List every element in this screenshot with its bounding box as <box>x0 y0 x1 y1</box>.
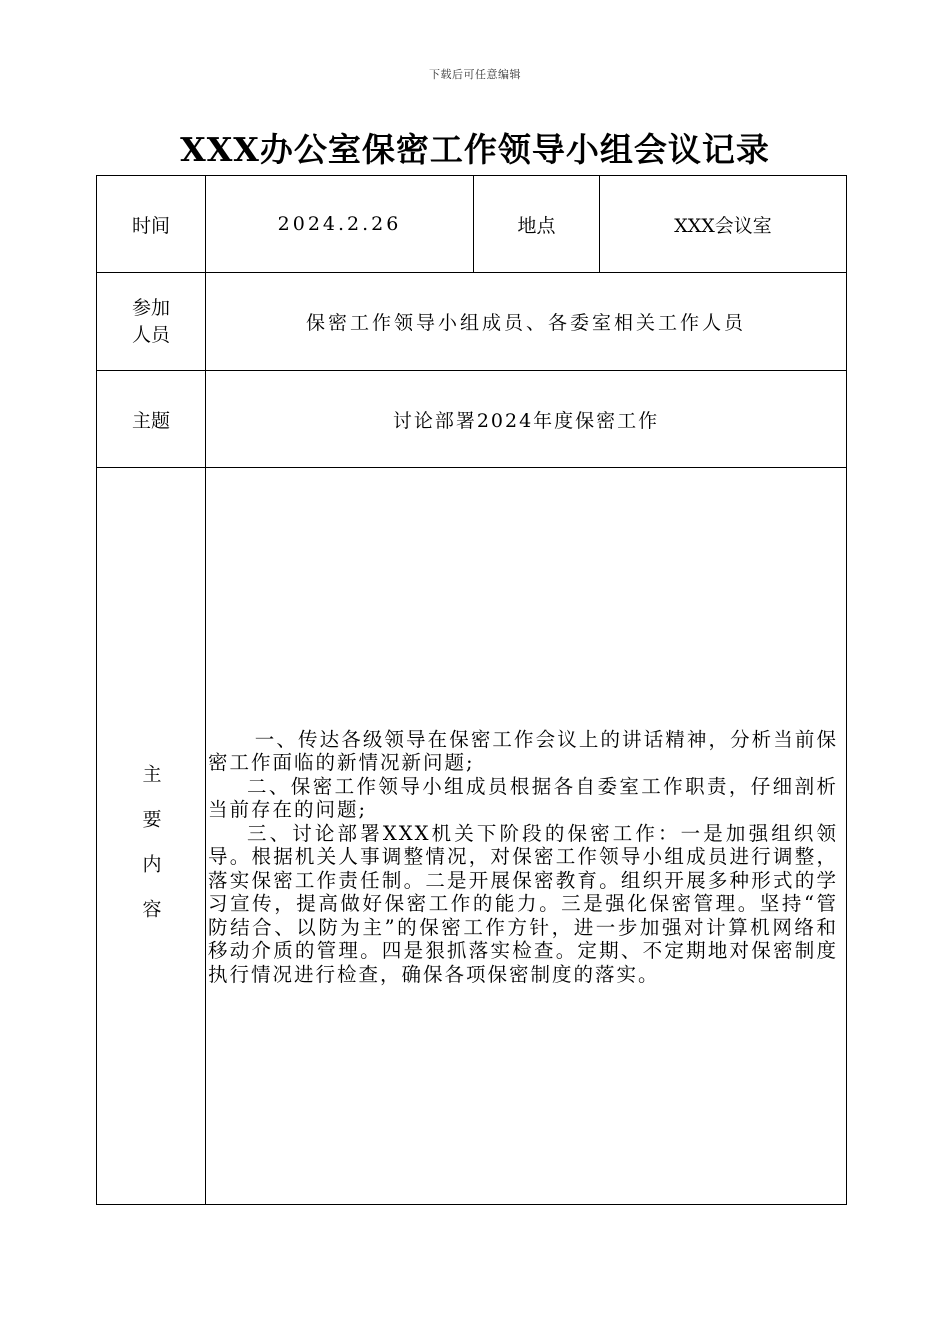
topic-value: 讨论部署2024年度保密工作 <box>392 409 660 432</box>
place-value: XXX会议室 <box>674 214 772 237</box>
topic-value-cell <box>206 371 847 468</box>
participants-label-cell <box>97 273 206 371</box>
content-body-cell <box>206 468 847 1205</box>
place-label: 地点 <box>517 214 556 237</box>
participants-row <box>97 273 847 371</box>
content-row <box>97 468 847 1205</box>
place-label-cell <box>474 176 600 273</box>
participants-value: 保密工作领导小组成员、各委室相关工作人员 <box>305 312 746 334</box>
content-label: 主要内容 <box>139 763 162 944</box>
topic-row <box>97 371 847 468</box>
content-paragraph-3: 三、讨论部署XXX机关下阶段的保密工作：一是加强组织领导。根据机关人事调整情况，对保密工作领导小组成员进行调整，落实保密工作责任制。二是开展保密教育。组织开展多种形式的学习宣传，提高做好保密工作的能力。三是强化保密管理。坚持“管防结合、以防为主”的保密工作方针，进一步加强对计算机网络和移动介质的管理。四是狠抓落实检查。定期、不定期地对保密制度执行情况进行检查，确保各项保密制度的落实。 <box>208 821 838 986</box>
header-note: 下载后可任意编辑 <box>429 68 521 81</box>
time-label-cell <box>97 176 206 273</box>
time-label: 时间 <box>131 214 170 237</box>
content-label-cell <box>97 468 206 1205</box>
topic-label-cell <box>97 371 206 468</box>
place-value-cell <box>600 176 847 273</box>
meeting-record-table <box>96 175 847 1205</box>
time-value-cell <box>206 176 474 273</box>
participants-label-line1: 参加 <box>131 296 170 319</box>
topic-label: 主题 <box>131 409 170 432</box>
time-place-row <box>97 176 847 273</box>
participants-value-cell <box>206 273 847 371</box>
content-paragraph-1: 一、传达各级领导在保密工作会议上的讲话精神，分析当前保密工作面临的新情况新问题; <box>208 727 838 775</box>
document-title: XXX办公室保密工作领导小组会议记录 <box>180 130 770 169</box>
content-paragraph-2: 二、保密工作领导小组成员根据各自委室工作职责，仔细剖析当前存在的问题; <box>208 774 838 822</box>
participants-label-line2: 人员 <box>131 323 170 346</box>
time-value: 2024.2.26 <box>277 213 402 235</box>
